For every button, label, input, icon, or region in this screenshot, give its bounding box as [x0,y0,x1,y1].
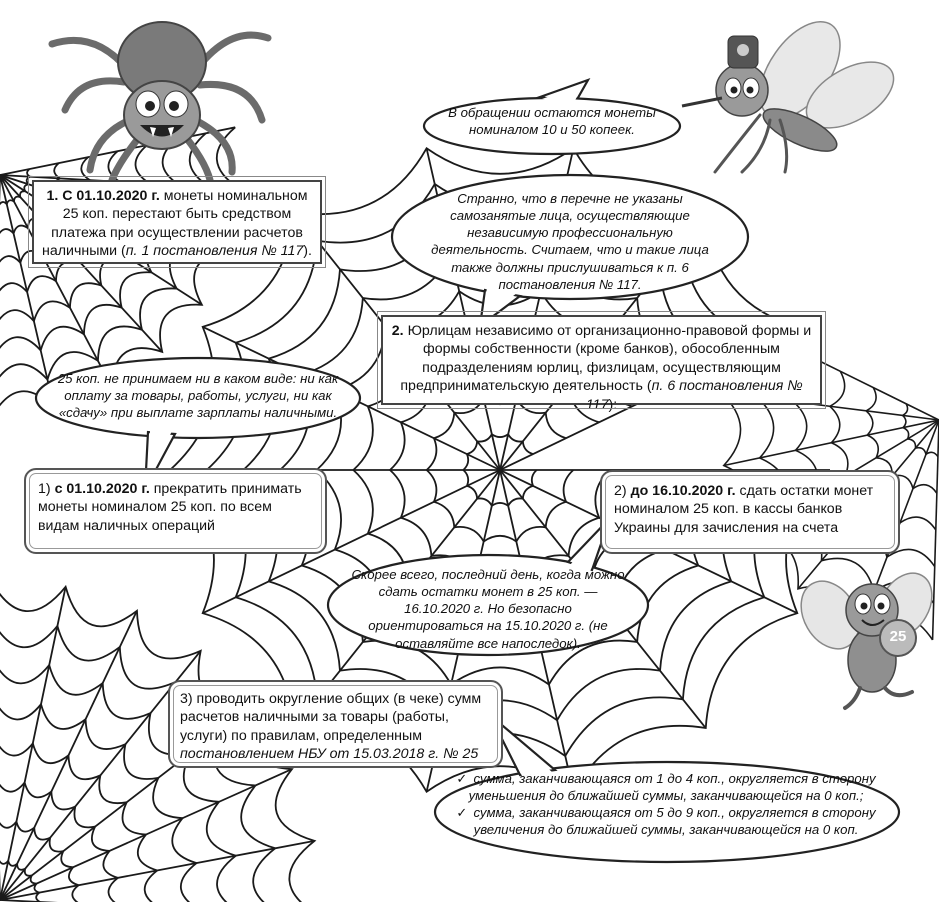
section-2-number: 2. [391,323,404,339]
check-icon: ✓ [456,771,468,786]
item-1-date: с 01.10.2020 г. [54,481,150,497]
deadline-note-bubble [348,566,628,652]
item-3-text: 3) проводить округление общих (в чеке) сумм расчетов наличными за товары (работы, услуги) по правилам, определенным [180,691,482,744]
section-1-end: ). [303,243,312,260]
item-3-box [168,680,503,768]
circulation-note-text: В обращении остаются монеты номиналом 10 и 50 копеек. [448,105,656,138]
item-1-box [24,468,327,554]
item-2-text: сдать остатки монет номиналом 25 коп. в кассы банков Украины для зачисления на счета [614,483,874,536]
section-2-end: ): [608,396,618,413]
rounding-rule-2-text: сумма, заканчивающаяся от 5 до 9 коп., округляется в сторону увеличения до ближайшей суммы, заканчивающейся на 0 коп. [473,805,876,838]
circulation-note-bubble [445,104,659,138]
not-accepted-note-text: 25 коп. не принимаем ни в каком виде: ни как оплату за товары, работы, услуги, ни как «сдачу» при выплате зарплаты наличными. [57,371,339,421]
rounding-rule-1-text: сумма, заканчивающаяся от 1 до 4 коп., округляется в сторону уменьшения до ближайшей суммы, заканчивающейся на 0 коп.; [468,771,876,804]
section-2-text: Юрлицам независимо от организационно-правовой формы и формы собственности (кроме банков), обособленным подразделениям юрлиц, физлицам, осуществляющим предпринимательскую деятельность ( [400,323,812,395]
not-accepted-note-bubble [52,370,344,421]
item-1-number: 1) [38,481,55,497]
item-2-number: 2) [614,483,631,499]
rounding-rules-bubble [446,770,886,839]
coin-label: 25 [889,628,907,645]
item-1-text: прекратить принимать монеты номиналом 25 коп. по всем видам наличных операций [38,481,302,534]
section-2-ref: п. 6 постановления № 117 [585,378,803,413]
rounding-rule-2 [446,804,886,838]
section-1-box [32,180,322,264]
section-1-date: 1. С 01.10.2020 г. [46,188,160,204]
item-2-date: до 16.10.2020 г. [630,483,736,499]
check-icon: ✓ [456,805,468,821]
item-2-box [600,470,900,554]
section-1-ref: п. 1 постановления № 117 [125,243,304,260]
deadline-note-text: Скорее всего, последний день, когда можно сдать остатки монет в 25 коп. — 16.10.2020 г. Но безопасно ориентироваться на 15.10.2020 г. (не оставляйте все напоследок). [351,567,625,651]
section-2-box [381,315,822,413]
rounding-rule-1 [446,770,886,804]
self-employed-note-bubble [420,190,720,293]
item-3-ref: постановлением НБУ от 15.03.2018 г. № 25 [180,746,479,763]
section-1-text: монеты номинальном 25 коп. перестают быть средством платежа при осуществлении расчетов наличными ( [42,188,308,260]
self-employed-note-text: Странно, что в перечне не указаны самозанятые лица, осуществляющие независимую профессиональную деятельность. Считаем, что и такие лица также должны прислушиваться к п. 6 постановления № 117. [431,191,709,292]
